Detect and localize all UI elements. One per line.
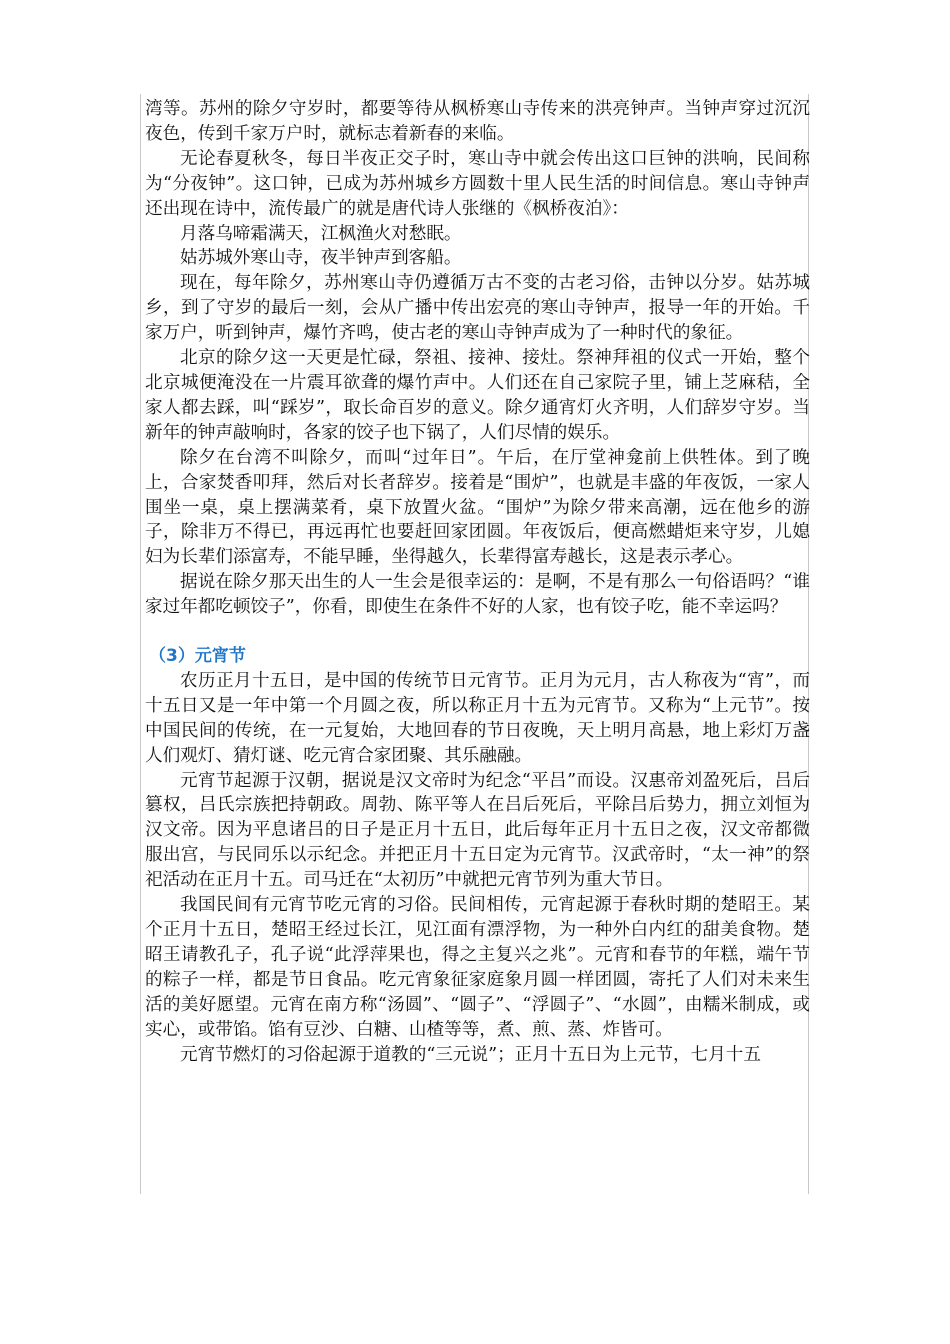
paragraph: 除夕在台湾不叫除夕，而叫“过年日”。午后，在厅堂神龛前上供牲体。到了晚上，合家焚香叩拜，然后对长者辞岁。接着是“围炉”，也就是丰盛的年夜饭，一家人围坐一桌，桌上摆满菜肴，桌下放置火盆。“围炉”为除夕带来高潮，远在他乡的游子，除非万不得已，再远再忙也要赶回家团圆。年夜饭后，便高燃蜡炬来守岁，儿媳妇为长辈们添富寿，不能早睡，坐得越久，长辈得富寿越长，这是表示孝心。 (145, 447, 810, 568)
paragraph: 农历正月十五日，是中国的传统节日元宵节。正月为元月，古人称夜为“宵”，而十五日又是一年中第一个月圆之夜，所以称正月十五为元宵节。又称为“上元节”。按中国民间的传统，在一元复始，大地回春的节日夜晚，天上明月高悬，地上彩灯万盏人们观灯、猜灯谜、吃元宵合家团聚、其乐融融。 (145, 670, 810, 766)
poem-line: 月落乌啼霜满天，江枫渔火对愁眠。 (180, 223, 462, 244)
paragraph: 元宵节起源于汉朝，据说是汉文帝时为纪念“平吕”而设。汉惠帝刘盈死后，吕后篡权，吕氏宗族把持朝政。周勃、陈平等人在吕后死后，平除吕后势力，拥立刘恒为汉文帝。因为平息诸吕的日子是正月十五日，此后每年正月十五日之夜，汉文帝都微服出宫，与民同乐以示纪念。并把正月十五日定为元宵节。汉武帝时，“太一神”的祭祀活动在正月十五。司马迁在“太初历”中就把元宵节列为重大节日。 (145, 770, 810, 891)
section-spacer (145, 620, 810, 644)
section-heading: （3）元宵节 (149, 646, 246, 667)
paragraph: 现在，每年除夕，苏州寒山寺仍遵循万古不变的古老习俗，击钟以分岁。姑苏城乡，到了守岁的最后一刻，会从广播中传出宏亮的寒山寺钟声，报导一年的开始。千家万户，听到钟声，爆竹齐鸣，使古老的寒山寺钟声成为了一种时代的象征。 (145, 273, 810, 344)
paragraph: 北京的除夕这一天更是忙碌，祭祖、接神、接灶。祭神拜祖的仪式一开始，整个北京城便淹没在一片震耳欲聋的爆竹声中。人们还在自己家院子里，铺上芝麻秸，全家人都去踩，叫“踩岁”，取长命百岁的意义。除夕通宵灯火齐明，人们辞岁守岁。当新年的钟声敲响时，各家的饺子也下锅了，人们尽情的娱乐。 (145, 348, 810, 443)
paragraph-continuation: 湾等。苏州的除夕守岁时，都要等待从枫桥寒山寺传来的洪亮钟声。当钟声穿过沉沉夜色，传到千家万户时，就标志着新春的来临。 (145, 99, 810, 144)
document-body (145, 97, 810, 1067)
paragraph: 据说在除夕那天出生的人一生会是很幸运的：是啊，不是有那么一句俗语吗？“谁家过年都吃顿饺子”，你看，即使生在条件不好的人家，也有饺子吃，能不幸运吗？ (145, 572, 810, 618)
paragraph-truncated: 元宵节燃灯的习俗起源于道教的“三元说”；正月十五日为上元节，七月十五 (180, 1044, 761, 1065)
paragraph: 无论春夏秋冬，每日半夜正交子时，寒山寺中就会传出这口巨钟的洪响，民间称为“分夜钟”。这口钟，已成为苏州城乡方圆数十里人民生活的时间信息。寒山寺钟声还出现在诗中，流传最广的就是唐代诗人张继的《枫桥夜泊》： (145, 148, 810, 219)
poem-line: 姑苏城外寒山寺，夜半钟声到客船。 (180, 248, 462, 269)
paragraph: 我国民间有元宵节吃元宵的习俗。民间相传，元宵起源于春秋时期的楚昭王。某个正月十五日，楚昭王经过长江，见江面有漂浮物，为一种外白内红的甜美食物。楚昭王请教孔子，孔子说“此浮萍果也，得之主复兴之兆”。元宵和春节的年糕，端午节的粽子一样，都是节日食品。吃元宵象征家庭象月圆一样团圆，寄托了人们对未来生活的美好愿望。元宵在南方称“汤圆”、“圆子”、“浮圆子”、“水圆”，由糯米制成，或实心，或带馅。馅有豆沙、白糖、山楂等等，煮、煎、蒸、炸皆可。 (145, 895, 810, 1040)
